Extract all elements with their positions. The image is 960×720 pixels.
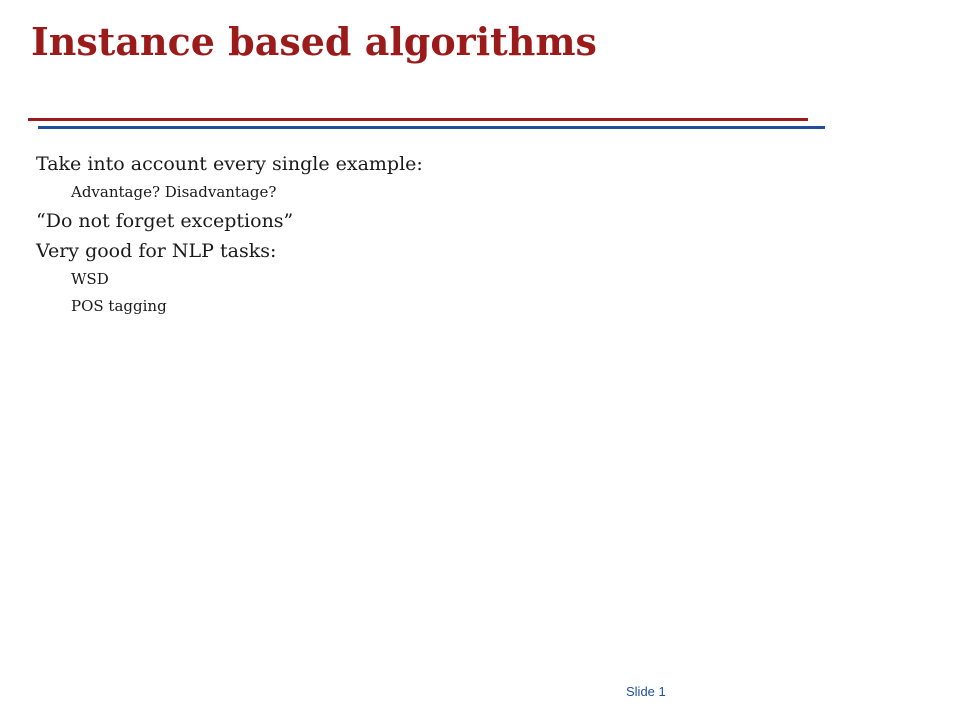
slide-number: Slide 1 — [626, 684, 666, 699]
title-underline-blue — [38, 126, 825, 129]
title-underline-red — [28, 118, 808, 121]
sub-bullet-item: POS tagging — [71, 297, 167, 315]
bullet-list — [36, 149, 916, 320]
bullet-item: Take into account every single example: — [36, 153, 423, 175]
sub-bullet-item: Advantage? Disadvantage? — [71, 183, 277, 201]
slide-title: Instance based algorithms — [31, 19, 597, 64]
bullet-item: Very good for NLP tasks: — [36, 240, 277, 262]
sub-bullet-item: WSD — [71, 270, 109, 288]
bullet-item: “Do not forget exceptions” — [36, 210, 294, 232]
